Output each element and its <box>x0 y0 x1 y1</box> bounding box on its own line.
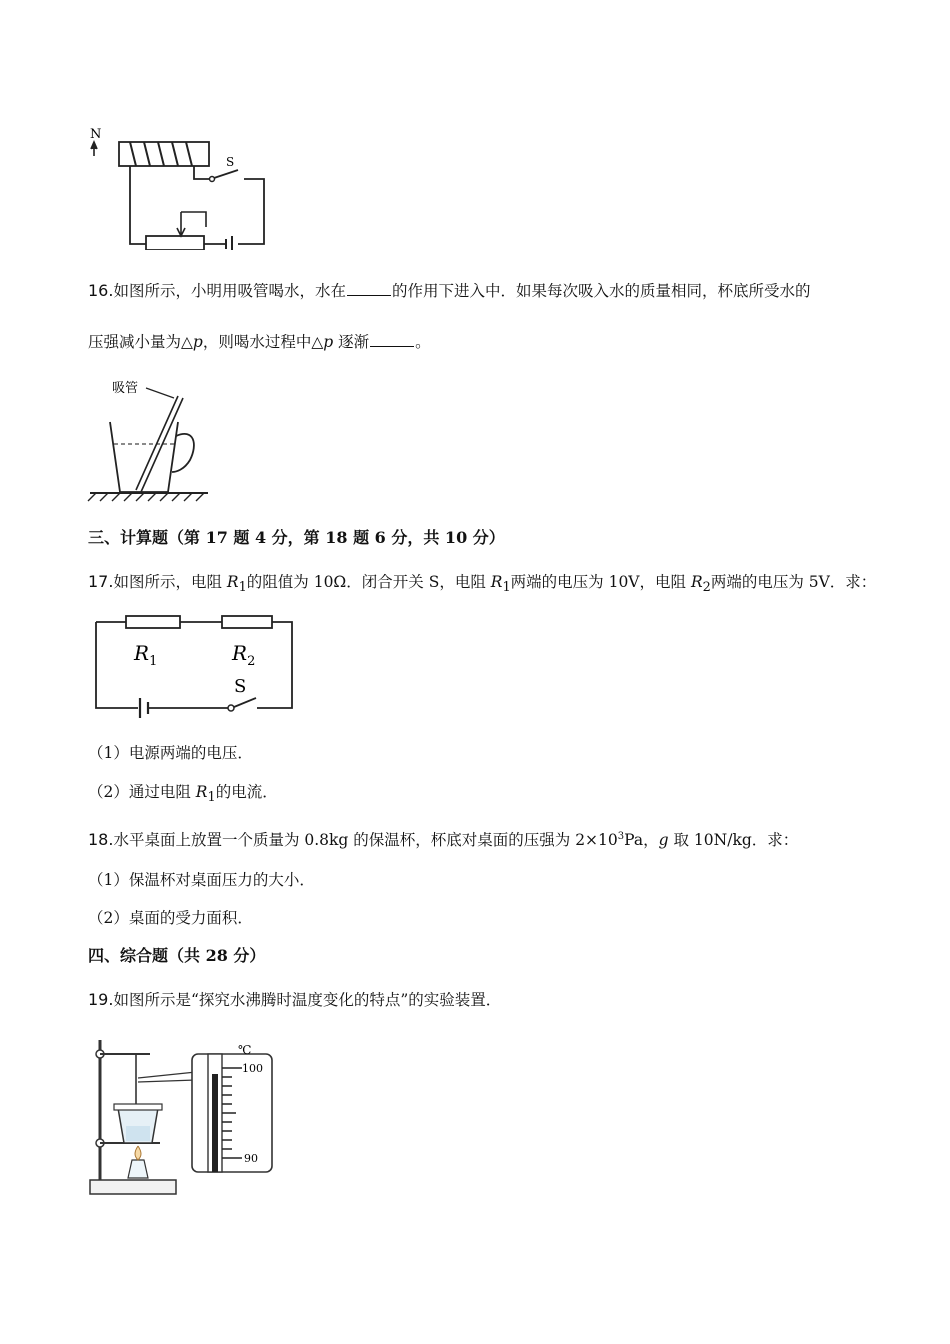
r1-label: $R_1$ <box>134 641 158 669</box>
q17-text-4: 两端的电压为 5V．求： <box>710 573 877 591</box>
q17-number: 17. <box>88 572 114 591</box>
solenoid-circuit-figure <box>86 122 276 250</box>
north-label: N <box>90 127 102 142</box>
q17-line <box>88 571 876 599</box>
q18-sub-1: （1）保温杯对桌面压力的大小． <box>88 871 315 889</box>
switch-s <box>214 170 238 178</box>
rheostat-slider <box>177 212 206 236</box>
switch-s-label: S <box>234 676 247 697</box>
q16-text-2: 的作用下进入中．如果每次吸入水的质量相同，杯底所受水的 <box>391 282 811 300</box>
q16-blank-2[interactable] <box>370 332 414 347</box>
q16-var-p-2: p <box>323 333 334 351</box>
q16-text-3: 压强减小量为△ <box>88 333 193 351</box>
q17-r1-b: R <box>490 573 503 591</box>
battery <box>140 698 148 718</box>
q19-number: 19. <box>88 990 114 1009</box>
rheostat <box>146 236 204 250</box>
q17-text-2: 的阻值为 10Ω．闭合开关 S，电阻 <box>246 573 491 591</box>
q18-sub-2: （2）桌面的受力面积． <box>88 909 253 927</box>
q16-blank-1[interactable] <box>347 281 391 296</box>
resistor-r1 <box>126 616 180 628</box>
q16-number: 16. <box>88 281 114 300</box>
q17-sub-2-b: 的电流． <box>215 783 278 801</box>
q18-text-1: 水平桌面上放置一个质量为 0.8kg 的保温杯，杯底对桌面的压强为 2×10 <box>113 831 618 850</box>
q19-line <box>88 989 501 1011</box>
flame <box>135 1146 141 1160</box>
q17-sub-2-r: R <box>195 783 208 801</box>
q16-text-4: ，则喝水过程中△ <box>202 333 324 351</box>
r2-label: $R_2$ <box>232 641 256 669</box>
coil-windings <box>130 142 192 166</box>
q17-r1-sub: 1 <box>238 580 247 596</box>
q18-line <box>88 826 798 851</box>
q17-sub-2-r-sub: 1 <box>207 790 216 806</box>
q17-sub-1: （1）电源两端的电压． <box>88 744 253 762</box>
stand-base <box>90 1180 176 1194</box>
north-arrow-icon <box>91 142 97 156</box>
switch-label: S <box>226 155 235 169</box>
cup-straw-figure <box>86 372 216 502</box>
battery <box>226 236 232 250</box>
q17-text-3: 两端的电压为 10V，电阻 <box>510 573 691 591</box>
q17-r1: R <box>226 573 239 591</box>
q16-text-5: 逐渐 <box>333 333 370 351</box>
q16-line1 <box>88 280 810 302</box>
q16-line2 <box>88 331 431 353</box>
section-3-title: 三、计算题（第 17 题 4 分，第 18 题 6 分，共 10 分） <box>88 528 505 547</box>
tick-90: 90 <box>244 1152 258 1165</box>
alcohol-lamp <box>128 1160 148 1178</box>
q18-text-2: Pa， <box>624 831 659 850</box>
q17-r2: R <box>690 573 703 591</box>
q18-exponent: 3 <box>617 831 625 842</box>
q16-text-1: 如图所示，小明用吸管喝水，水在 <box>113 282 346 300</box>
q18-number: 18. <box>88 830 114 850</box>
q16-text-6: 。 <box>415 333 431 351</box>
series-circuit-figure <box>92 612 298 722</box>
boiling-experiment-figure <box>86 1032 278 1202</box>
q17-sub-2 <box>88 781 278 809</box>
q18-text-3: 取 10N/kg．求： <box>668 831 799 850</box>
q17-text-1: 如图所示，电阻 <box>113 573 227 591</box>
mercury-column <box>212 1074 218 1172</box>
tick-100: 100 <box>242 1062 263 1075</box>
q19-text: 如图所示是“探究水沸腾时温度变化的特点”的实验装置． <box>113 991 502 1009</box>
section-4-title: 四、综合题（共 28 分） <box>88 946 266 965</box>
celsius-unit: ℃ <box>238 1043 252 1057</box>
switch <box>234 698 256 707</box>
q17-r1-b-sub: 1 <box>502 580 511 596</box>
q17-sub-2-a: （2）通过电阻 <box>88 783 196 801</box>
straw-label: 吸管 <box>112 381 139 396</box>
table-hatch <box>88 493 204 501</box>
q17-r2-sub: 2 <box>702 580 711 596</box>
q16-var-p: p <box>192 333 203 351</box>
resistor-r2 <box>222 616 272 628</box>
beaker-cover <box>114 1104 162 1110</box>
q18-var-g: g <box>658 831 669 850</box>
